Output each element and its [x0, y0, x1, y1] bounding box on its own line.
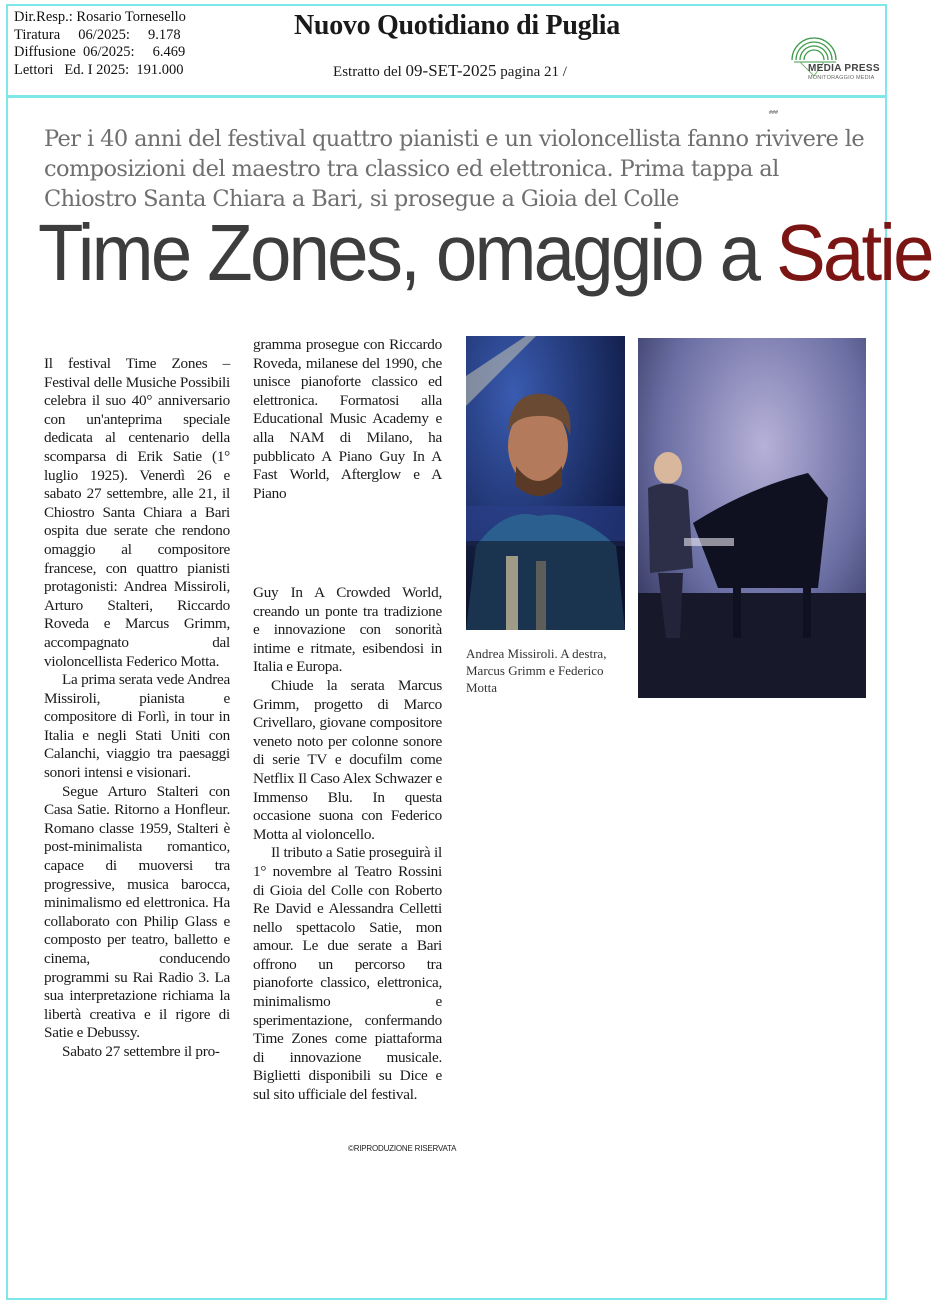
- article-column-1: [44, 355, 230, 1062]
- copyright-note: ©RIPRODUZIONE RISERVATA: [348, 1144, 457, 1153]
- meta-readers: Lettori Ed. I 2025: 191.000: [14, 61, 184, 78]
- meta-distribution: Diffusione 06/2025: 6.469: [14, 44, 186, 60]
- page-mark: ###: [769, 110, 778, 116]
- extract-date: 09-SET-2025: [405, 61, 497, 80]
- extract-info: [300, 61, 600, 81]
- article-headline: [38, 198, 932, 308]
- logo-text: MEDIA PRESS: [808, 63, 880, 74]
- article-kicker: Per i 40 anni del festival quattro pianisti e un violoncellista fanno rivivere le composizioni del maestro tra classico ed elettronica. Prima tappa al Chiostro Santa Chiara a Bari, si prosegue a Gioia del Colle: [44, 126, 865, 212]
- paragraph: Guy In A Crowded World, creando un ponte tra tradizione e innovazione con sonorità intime e ritmate, esibendosi in Italia e Europa.: [253, 584, 442, 676]
- headline-main: Time Zones, omaggio a: [38, 208, 777, 297]
- photo-andrea-missiroli: [466, 336, 625, 630]
- newspaper-title: Nuovo Quotidiano di Puglia: [294, 10, 620, 41]
- photo-caption: Andrea Missiroli. A destra, Marcus Grimm e Federico Motta: [466, 646, 607, 695]
- meta-circulation: Tiratura 06/2025: 9.178: [14, 26, 181, 43]
- paragraph: Sabato 27 settembre il pro-: [62, 1042, 220, 1060]
- headline-accent: Satie: [776, 208, 932, 297]
- paragraph: Chiude la serata Marcus Grimm, progetto di Marco Crivellaro, giovane compositore veneto noto per colonne sonore di serie TV e docufilm come Netflix Il Caso Alex Schwazer e Immenso Blu. In questa occasione suona con Federico Motta al violoncello.: [253, 676, 442, 843]
- publication-meta: [14, 9, 186, 79]
- paragraph: Il festival Time Zones – Festival delle Musiche Possibili celebra il suo 40° anniversario con un'anteprima speciale dedicata al centenario della scomparsa di Erik Satie (1° luglio 1925). Venerdì 26 e sabato 27 settembre, alle 21, il Chiostro Santa Chiara a Bari ospita due serate che rendono omaggio al compositore francese, con quattro pianisti protagonisti: Andrea Missiroli, Arturo Stalteri, Riccardo Roveda e Marcus Grimm, accompagnato dal violoncellista Federico Motta.: [44, 355, 230, 670]
- extract-page: pagina 21 /: [500, 64, 567, 80]
- paragraph: Segue Arturo Stalteri con Casa Satie. Ritorno a Honfleur. Romano classe 1959, Stalteri è post-minimalista romantico, capace di muoversi tra progressive, musica barocca, minimalismo ed elettronica. Ha collaborato con Philip Glass e composto per teatro, balletto e cinema, conducendo programmi su Rai Radio 3. La sua interpretazione richiama la libertà creativa e il rigore di Satie e Debussy.: [44, 782, 230, 1042]
- article-column-2-top: [253, 336, 442, 503]
- logo-subtitle: MONITORAGGIO MEDIA: [808, 75, 875, 81]
- paragraph: Il tributo a Satie proseguirà il 1° novembre al Teatro Rossini di Gioia del Colle con Roberto Re David e Alessandra Celletti nello spettacolo Satie, mon amour. Le due serate a Bari offrono un percorso tra pianoforte classico, elettronica, minimalismo e sperimentazione, confermando Time Zones come piattaforma di innovazione musicale. Biglietti disponibili su Dice e sul sito ufficiale del festival.: [253, 844, 442, 1104]
- paragraph: gramma prosegue con Riccardo Roveda, milanese del 1990, che unisce pianoforte classico ed elettronica. Formatosi alla Educational Music Academy e alla NAM di Milano, ha pubblicato A Piano Guy In A Fast World, Afterglow e A Piano: [253, 336, 442, 502]
- meta-director: Dir.Resp.: Rosario Tornesello: [14, 9, 186, 25]
- article-column-2-bottom: [253, 584, 442, 1105]
- photo-grimm-motta: [638, 338, 866, 698]
- extract-prefix: Estratto del: [333, 64, 402, 80]
- paragraph: La prima serata vede Andrea Missiroli, pianista e compositore di Forlì, in tour in Italia e negli Stati Uniti con Calanchi, viaggio tra paesaggi sonori intensi e visionari.: [44, 671, 230, 782]
